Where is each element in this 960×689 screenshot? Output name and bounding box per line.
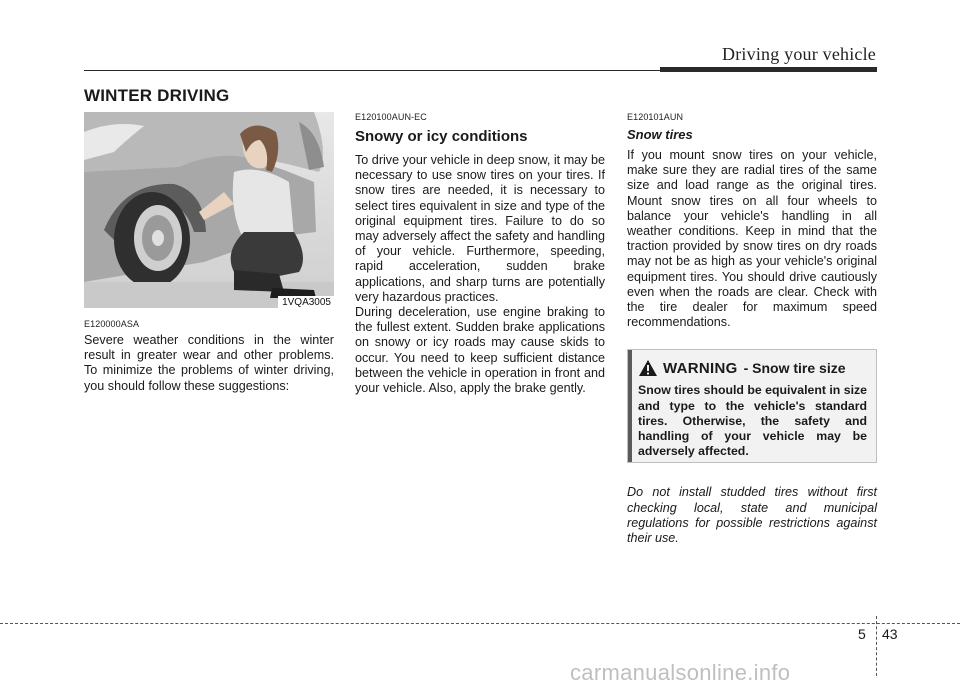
- illustration-graphic: [84, 112, 334, 308]
- paragraph: To drive your vehicle in deep snow, it may be necessary to use snow tires on your tires. If snow tires are needed, it is necessary to select tires equivalent in size and type of the original equipment tires. Failure to do so may adversely affect the safety and handling of your vehicle. Furthermore, speeding, rapid acceleration, sudden brake applications, and sharp turns are potentially very hazardous practices.: [355, 153, 605, 304]
- warning-text: Snow tires should be equivalent in size and type to the vehicle's standard tires. Otherwise, the safety and handling of your vehicle may be adversely affected.: [638, 383, 867, 459]
- header-rule-accent: [660, 67, 877, 72]
- section-code: E120000ASA: [84, 319, 140, 329]
- warning-topic: - Snow tire size: [743, 360, 846, 377]
- watermark: carmanualsonline.info: [570, 660, 791, 685]
- section-code: E120101AUN: [627, 112, 684, 122]
- section-title: WINTER DRIVING: [84, 86, 230, 105]
- header-rule: [84, 70, 664, 71]
- column-1: [84, 112, 334, 394]
- chapter-number: 5: [858, 626, 866, 642]
- warning-label: WARNING: [663, 359, 738, 377]
- column-2: [355, 112, 605, 396]
- warning-box: [627, 349, 877, 463]
- paragraph: During deceleration, use engine braking to the fullest extent. Sudden brake applications on snowy or icy roads may cause skids to occur. You need to keep sufficient distance between the vehicle in operation in front and your vehicle. Also, apply the brake gently.: [355, 305, 605, 396]
- image-code: 1VQA3005: [278, 296, 334, 308]
- page-number: 43: [882, 626, 898, 642]
- page-number-divider: [876, 616, 877, 676]
- subheading: Snowy or icy conditions: [355, 128, 528, 145]
- italic-note: Do not install studded tires without first checking local, state and municipal regulations for possible restrictions against their use.: [627, 485, 877, 546]
- column-3: [627, 112, 877, 559]
- section-code: E120100AUN-EC: [355, 112, 427, 122]
- warning-accent-bar: [628, 350, 632, 462]
- warning-heading: [638, 359, 846, 377]
- footer-rule: [0, 623, 960, 624]
- woman-checking-tire-illustration: [84, 112, 334, 308]
- intro-paragraph: Severe weather conditions in the winter result in greater wear and other problems. To minimize the problems of winter driving, you should follow these suggestions:: [84, 333, 334, 393]
- subheading: Snow tires: [627, 127, 693, 142]
- header-title: Driving your vehicle: [722, 44, 876, 64]
- paragraph: If you mount snow tires on your vehicle, make sure they are radial tires of the same size and load range as the original tires. Mount snow tires on all four wheels to balance your vehicle's handling in all weather conditions. Keep in mind that the traction provided by snow tires on dry roads may not be as high as your vehicle's original equipment tires. You should drive cautiously even when the roads are clear. Check with the tire dealer for maximum speed recommendations.: [627, 148, 877, 330]
- warning-triangle-icon: [638, 359, 658, 377]
